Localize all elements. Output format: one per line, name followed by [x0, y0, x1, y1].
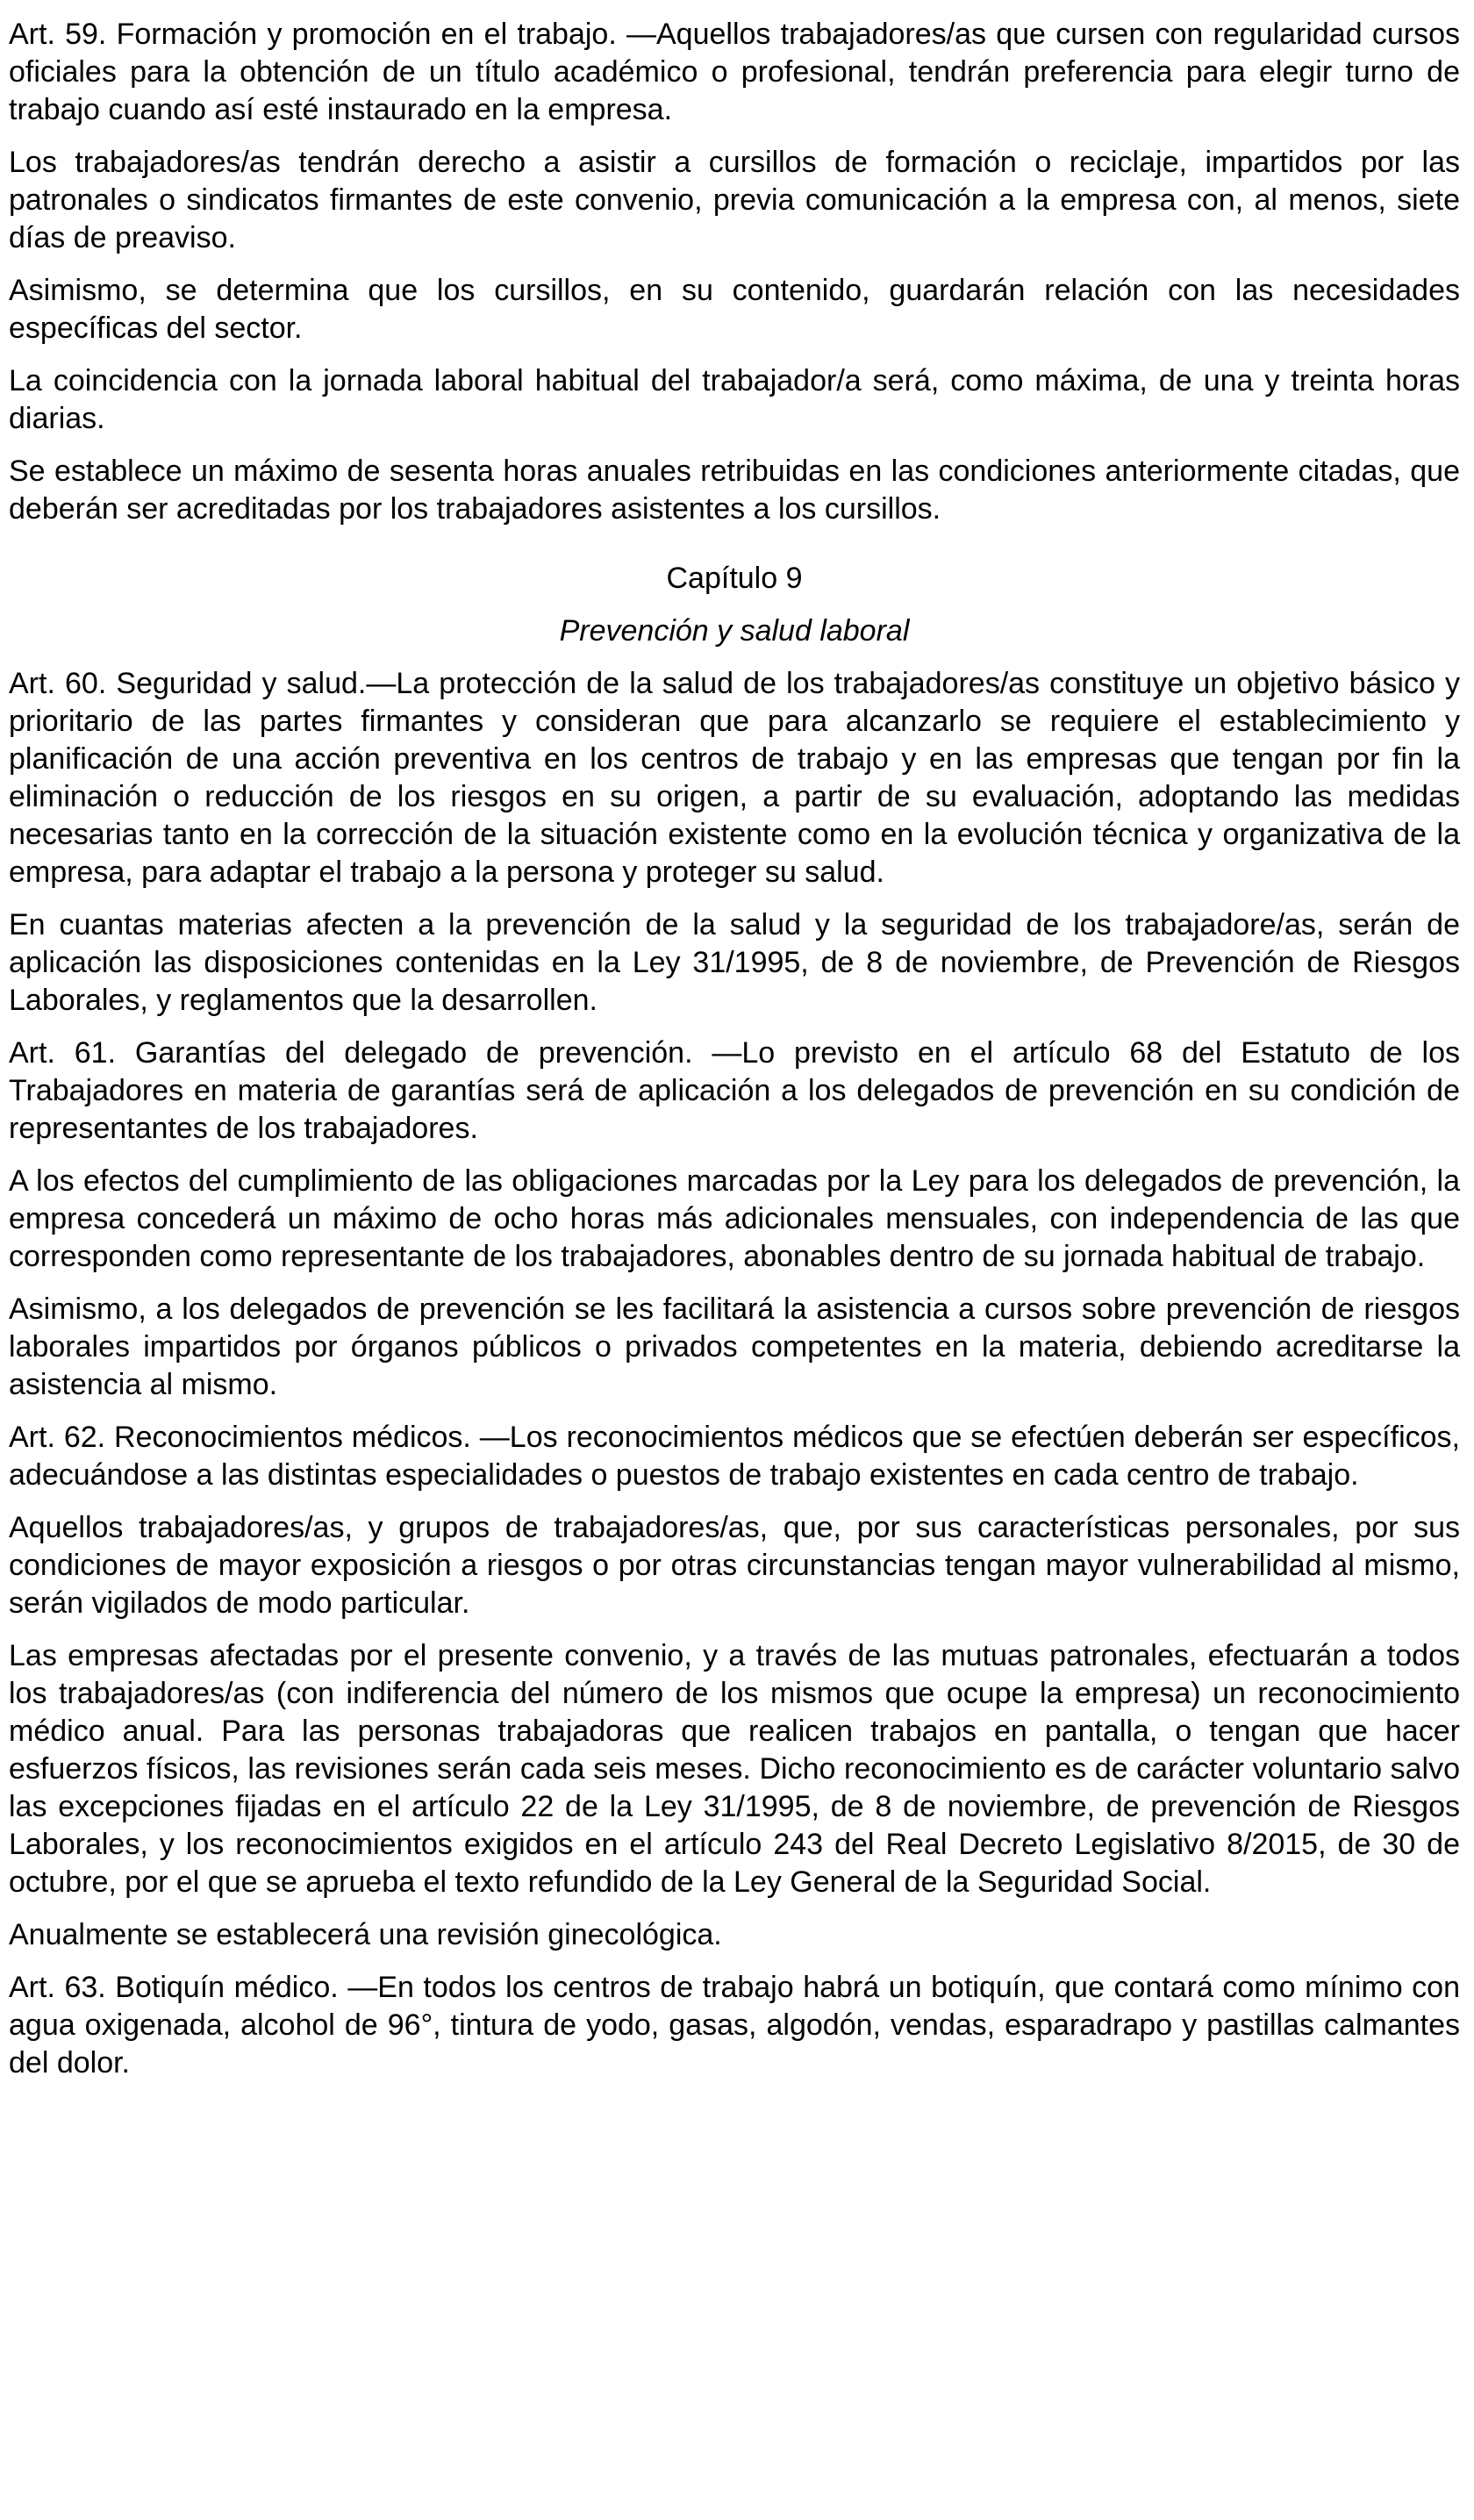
chapter-subtitle: Prevención y salud laboral	[559, 614, 910, 648]
paragraph-art-62: Art. 62. Reconocimientos médicos. —Los reconocimientos médicos que se efectúen deberán ser específicos, adecuándose a las distintas especialidades o puestos de trabajo existentes en cada centro de trabajo.	[9, 1421, 1460, 1492]
paragraph-revision-ginecologica: Anualmente se establecerá una revisión ginecológica.	[9, 1918, 722, 1951]
paragraph-cursos-delegados: Asimismo, a los delegados de prevención se les facilitará la asistencia a cursos sobre prevención de riesgos laborales impartidos por órganos públicos o privados competentes en la materia, debiendo acreditarse la asistencia al mismo.	[9, 1292, 1460, 1401]
paragraph-cursillos-derecho: Los trabajadores/as tendrán derecho a asistir a cursillos de formación o reciclaje, impartidos por las patronales o sindicatos firmantes de este convenio, previa comunicación a la empresa con, al menos, siete días de preaviso.	[9, 146, 1460, 254]
paragraph-grupos-vulnerables: Aquellos trabajadores/as, y grupos de trabajadores/as, que, por sus características personales, por sus condiciones de mayor exposición a riesgos o por otras circunstancias tengan mayor vulnerabilidad al mismo, serán vigilados de modo particular.	[9, 1511, 1460, 1620]
paragraph-horas-delegados: A los efectos del cumplimiento de las obligaciones marcadas por la Ley para los delegados de prevención, la empresa concederá un máximo de ocho horas más adicionales mensuales, con independencia de las que corresponden como representante de los trabajadores, abonables dentro de su jornada habitual de trabajo.	[9, 1164, 1460, 1273]
paragraph-art-60: Art. 60. Seguridad y salud.—La protección de la salud de los trabajadores/as constituye un objetivo básico y prioritario de las partes firmantes y consideran que para alcanzarlo se requiere el establecimiento y planificación de una acción preventiva en los centros de trabajo y en las empresas que tengan por fin la eliminación o reducción de los riesgos en su origen, a partir de su evaluación, adoptando las medidas necesarias tanto en la corrección de la situación existente como en la evolución técnica y organizativa de la empresa, para adaptar el trabajo a la persona y proteger su salud.	[9, 667, 1460, 889]
paragraph-art-61: Art. 61. Garantías del delegado de prevención. —Lo previsto en el artículo 68 del Estatuto de los Trabajadores en materia de garantías será de aplicación a los delegados de prevención en su condición de representantes de los trabajadores.	[9, 1036, 1460, 1145]
paragraph-reconocimiento-anual: Las empresas afectadas por el presente convenio, y a través de las mutuas patronales, efectuarán a todos los trabajadores/as (con indiferencia del número de los mismos que ocupe la empresa) un reconocimiento médico anual. Para las personas trabajadoras que realicen trabajos en pantalla, o tengan que hacer esfuerzos físicos, las revisiones serán cada seis meses. Dicho reconocimiento es de carácter voluntario salvo las excepciones fijadas en el artículo 22 de la Ley 31/1995, de 8 de noviembre, de prevención de Riesgos Laborales, y los reconocimientos exigidos en el artículo 243 del Real Decreto Legislativo 8/2015, de 30 de octubre, por el que se aprueba el texto refundido de la Ley General de la Seguridad Social.	[9, 1639, 1460, 1899]
paragraph-coincidencia-jornada: La coincidencia con la jornada laboral habitual del trabajador/a será, como máxima, de una y treinta horas diarias.	[9, 364, 1460, 435]
paragraph-art-63: Art. 63. Botiquín médico. —En todos los centros de trabajo habrá un botiquín, que contará como mínimo con agua oxigenada, alcohol de 96°, tintura de yodo, gasas, algodón, vendas, esparadrapo y pastillas calmantes del dolor.	[9, 1971, 1460, 2080]
paragraph-maximo-horas: Se establece un máximo de sesenta horas anuales retribuidas en las condiciones anteriormente citadas, que deberán ser acreditadas por los trabajadores asistentes a los cursillos.	[9, 455, 1460, 526]
chapter-heading: Capítulo 9	[666, 562, 803, 595]
paragraph-cursillos-contenido: Asimismo, se determina que los cursillos, en su contenido, guardarán relación con las necesidades específicas del sector.	[9, 274, 1460, 345]
paragraph-art-59: Art. 59. Formación y promoción en el trabajo. —Aquellos trabajadores/as que cursen con regularidad cursos oficiales para la obtención de un título académico o profesional, tendrán preferencia para elegir turno de trabajo cuando así esté instaurado en la empresa.	[9, 18, 1460, 126]
paragraph-ley-prevencion: En cuantas materias afecten a la prevención de la salud y la seguridad de los trabajadore/as, serán de aplicación las disposiciones contenidas en la Ley 31/1995, de 8 de noviembre, de Prevención de Riesgos Laborales, y reglamentos que la desarrollen.	[9, 908, 1460, 1017]
